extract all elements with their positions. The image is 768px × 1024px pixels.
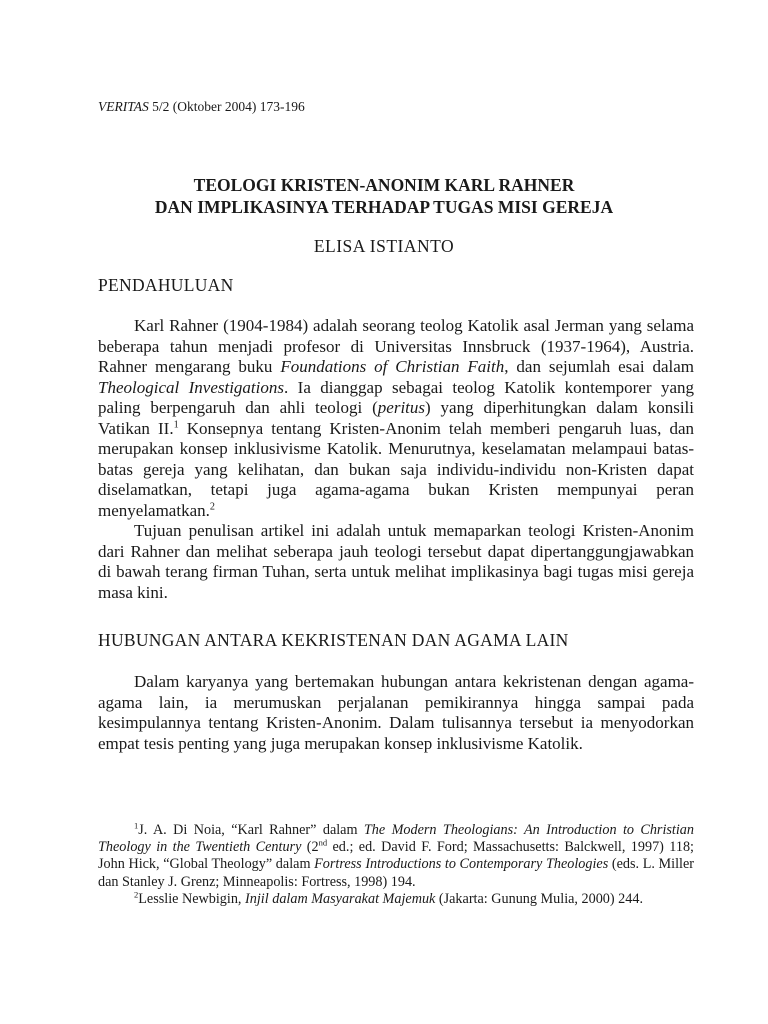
text-run: (Jakarta: Gunung Mulia, 2000) 244.: [435, 890, 643, 907]
journal-header: [98, 99, 305, 115]
book-title: The Modern Theologians: An Introduction to Christian Theology in the Twentieth Century: [98, 822, 694, 856]
author-name: ELISA ISTIANTO: [313, 236, 455, 256]
paragraph: [98, 316, 694, 521]
book-title: Foundations of Christian Faith: [280, 357, 505, 376]
book-title: Fortress Introductions to Contemporary Theologies: [314, 856, 609, 873]
title-line-1: TEOLOGI KRISTEN-ANONIM KARL RAHNER: [193, 175, 575, 195]
text-run: ) yang diperhitungkan dalam konsili Vatikan II.: [98, 398, 694, 438]
journal-issue: 5/2 (Oktober 2004) 173-196: [148, 99, 305, 114]
title-line-2: DAN IMPLIKASINYA TERHADAP TUGAS MISI GEREJA: [154, 197, 614, 217]
text-run: (eds. L. Miller dan Stanley J. Grenz; Minneapolis: Fortress, 1998) 194.: [98, 856, 695, 890]
section-heading-hubungan: HUBUNGAN ANTARA KEKRISTENAN DAN AGAMA LAIN: [98, 630, 569, 650]
text-run: Karl Rahner (1904-1984) adalah seorang teolog Katolik asal Jerman yang selama beberapa tahun menjadi profesor di Universitas Innsbruck (1937-1964), Austria. Rahner mengarang buku: [98, 316, 694, 376]
text-run: (2: [301, 839, 319, 856]
footnote-1: [98, 822, 694, 891]
book-title: Injil dalam Masyarakat Majemuk: [245, 890, 436, 907]
paragraph: Tujuan penulisan artikel ini adalah untuk memaparkan teologi Kristen-Anonim dari Rahner dan melihat seberapa jauh teologi tersebut dapat dipertanggungjawabkan di bawah terang firman Tuhan, serta untuk melihat implikasinya bagi tugas misi gereja masa kini.: [98, 521, 694, 602]
italic-term: peritus: [377, 398, 426, 417]
section-body-pendahuluan: [98, 316, 694, 603]
footnote-number: 1: [134, 820, 139, 831]
book-title: Theological Investigations: [98, 377, 284, 397]
text-run: Lesslie Newbigin,: [138, 890, 246, 907]
text-run: . Ia dianggap sebagai teolog Katolik kontemporer yang paling berpengaruh dan ahli teologi (: [98, 377, 694, 417]
ordinal-suffix: nd: [318, 837, 328, 848]
text-run: J. A. Di Noia, “Karl Rahner” dalam: [138, 822, 364, 838]
paragraph: Dalam karyanya yang bertemakan hubungan antara kekristenan dengan agama-agama lain, ia merumuskan perjalanan pemikirannya hingga sampai pada kesimpulannya tentang Kristen-Anonim. Dalam tulisannya tersebut ia menyodorkan empat tesis penting yang juga merupakan konsep inklusivisme Katolik.: [98, 672, 694, 753]
article-title: [0, 174, 768, 218]
footnote-ref-1: 1: [173, 418, 179, 430]
text-run: Konsepnya tentang Kristen-Anonim telah memberi pengaruh luas, dan merupakan konsep inklusivisme Katolik. Menurutnya, keselamatan melampaui batas-batas gereja yang kelihatan, dan bukan saja individu-individu non-Kristen dapat diselamatkan, tetapi juga agama-agama bukan Kristen mempunyai peran menyelamatkan.: [98, 418, 694, 520]
footnote-2: [98, 891, 694, 908]
footnote-number: 2: [134, 889, 139, 900]
text-run: , dan sejumlah esai dalam: [504, 357, 694, 376]
footnotes: [98, 822, 694, 908]
footnote-ref-2: 2: [209, 500, 215, 512]
section-heading-pendahuluan: PENDAHULUAN: [98, 275, 234, 295]
section-body-hubungan: [98, 672, 694, 754]
text-run: ed.; ed. David F. Ford; Massachusetts: Balckwell, 1997) 118; John Hick, “Global Theology” dalam: [98, 839, 694, 873]
journal-name: VERITAS: [98, 99, 149, 114]
